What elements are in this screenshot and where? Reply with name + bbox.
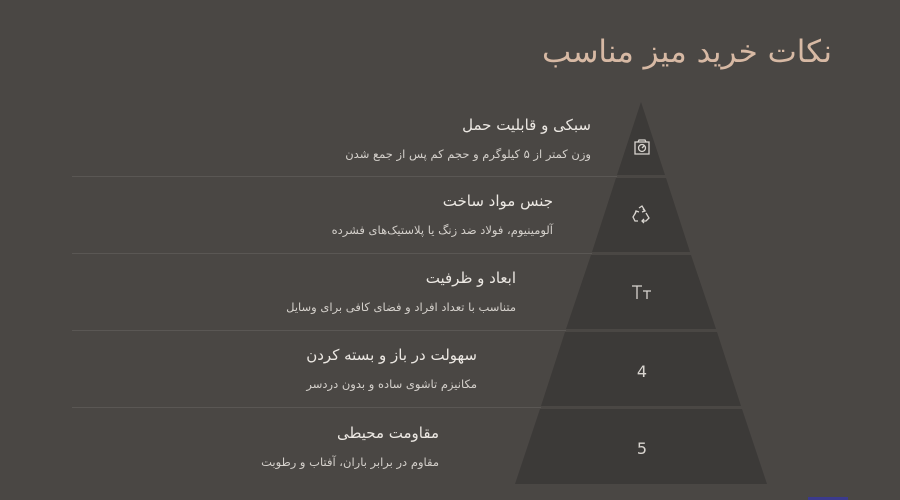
- tier-5-description: مقاوم در برابر باران، آفتاب و رطوبت: [261, 455, 439, 469]
- tier-divider-2: [72, 253, 592, 254]
- tier-1-text: [345, 116, 591, 161]
- recycle-icon: [627, 199, 657, 229]
- tier-divider-4: [72, 407, 541, 408]
- tier-1-description: وزن کمتر از ۵ کیلوگرم و حجم کم پس از جمع شدن: [345, 147, 591, 161]
- tier-3-heading: ابعاد و ظرفیت: [425, 269, 516, 287]
- tier-5-number: 5: [636, 438, 648, 458]
- tier-2-text: [332, 192, 553, 237]
- tier-divider-1: [72, 176, 617, 177]
- tier-4-description: مکانیزم تاشوی ساده و بدون دردسر: [306, 377, 477, 391]
- tier-divider-3: [72, 330, 566, 331]
- tier-4-number: 4: [636, 361, 648, 381]
- slide-title: نکات خرید میز مناسب: [542, 34, 832, 70]
- tier-5-text: [261, 424, 439, 469]
- scale-icon: [627, 132, 657, 162]
- tier-5-heading: مقاومت محیطی: [336, 424, 439, 442]
- tier-4-heading: سهولت در باز و بسته کردن: [306, 346, 477, 364]
- tier-1-heading: سبکی و قابلیت حمل: [462, 116, 591, 134]
- tier-4-text: [306, 346, 477, 391]
- tier-2-description: آلومینیوم، فولاد ضد زنگ یا پلاستیک‌های فشرده: [331, 223, 553, 237]
- tier-3-text: [286, 269, 516, 314]
- tier-3-description: متناسب با تعداد افراد و فضای کافی برای وسایل: [286, 300, 516, 314]
- text-size-icon: [627, 277, 657, 307]
- tier-2-heading: جنس مواد ساخت: [442, 192, 553, 210]
